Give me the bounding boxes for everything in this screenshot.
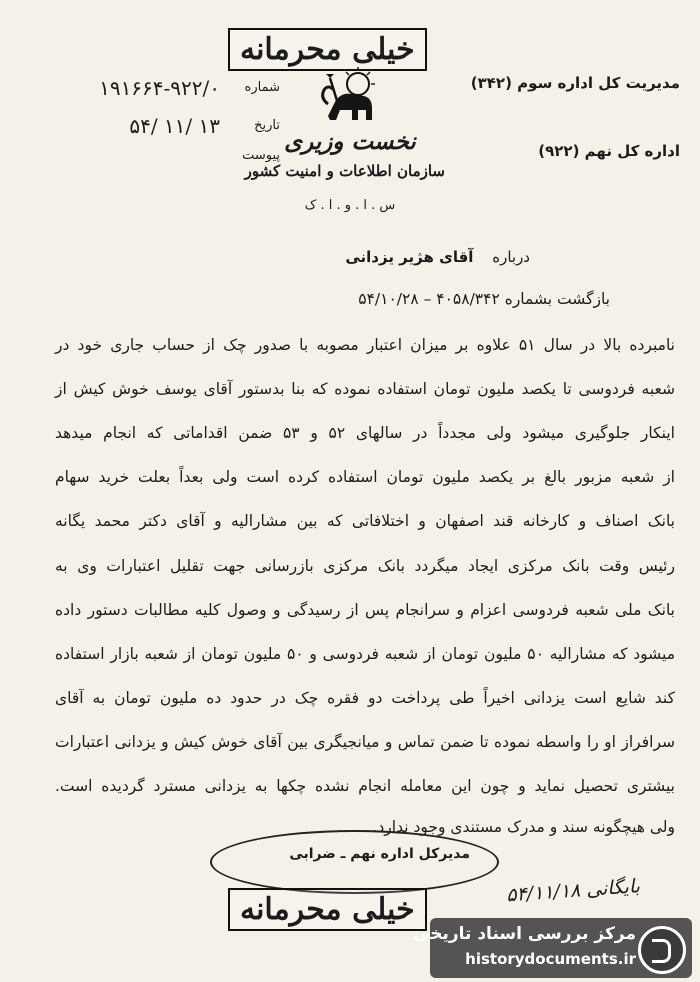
number-row [20, 76, 280, 104]
subject-value: آقای هژیر یزدانی [345, 248, 474, 266]
classification-stamp-top: خیلی محرمانه [228, 28, 427, 71]
body-line: اینکار جلوگیری میشود ولی مجدداً در سالهای ۵۲ و ۵۳ ضمن اقداماتی که انجام میدهد [55, 424, 675, 442]
date-value: ۱۳ /۱۱ /۵۴ [129, 114, 220, 138]
subject-label: درباره [492, 248, 530, 266]
archive-watermark [413, 918, 692, 978]
number-label: شماره [244, 80, 280, 95]
watermark-url: historydocuments.ir [465, 950, 636, 968]
body-line: شعبه فردوسی تا یکصد ملیون تومان استفاده نموده که بنا بدستور آقای یوسف خوش کیش از [55, 380, 675, 398]
signature-title: مدیرکل اداره نهم ـ ضرابی [289, 846, 470, 862]
body-line: از شعبه مزبور بالغ بر یکصد ملیون تومان استفاده کرده است ولی بعداً بعلت خرید سهام [55, 468, 675, 486]
body-line: کند شایع است یزدانی اخیراً طی پرداخت دو فقره چک در حدود ده ملیون تومان به آقای [55, 689, 675, 707]
office-name: نخست وزیری [284, 128, 416, 155]
body-line: میشود که مشارالیه ۵۰ ملیون تومان از شعبه فردوسی و ۵۰ ملیون تومان از شعبه بازار استفاده [55, 645, 675, 663]
attachment-label: پیوست [242, 148, 280, 163]
archive-logo-icon [638, 926, 686, 974]
reference-line: بازگشت بشماره ۴۰۵۸/۳۴۲ – ۵۴/۱۰/۲۸ [358, 290, 610, 308]
body-line: بانک اصناف و کارخانه قند اصفهان و اختلافاتی که بین مشارالیه و آقای دکتر محمد یگانه [55, 512, 675, 530]
signature-oval [210, 830, 499, 894]
watermark-title: مرکز بررسی اسناد تاریخی [413, 924, 636, 944]
date-label: تاریخ [254, 118, 280, 133]
body-line: سرافراز او را واسطه نموده تا ضمن تماس و میانجیگری بین آقای خوش کیش و یزدانی اعتبارات [55, 733, 675, 751]
attachment-row [20, 148, 280, 172]
lion-and-sun-emblem-icon [318, 64, 382, 126]
routing-to: اداره کل نهم (۹۲۲) [538, 142, 680, 160]
agency-abbr: س . ا . و . ا . ک [304, 198, 396, 213]
body-line: نامبرده بالا در سال ۵۱ علاوه بر میزان اعتبار مصوبه با صدور چک از حساب جاری خود در [55, 336, 675, 354]
routing-from: مدیریت کل اداره سوم (۳۴۲) [470, 74, 680, 92]
subject-row [180, 248, 530, 266]
handwritten-note: بایگانی ۵۴/۱۱/۱۸ [505, 875, 641, 907]
body-line: بانک ملی شعبه فردوسی اعزام و سرانجام پس از رسیدگی و وصول کلیه مطالبات دستور داده [55, 601, 675, 619]
number-value: ۱۹۱۶۶۴-۹۲۲/۰ [99, 76, 220, 100]
body-line: بیشتری تحصیل نماید و چون این معامله انجام نشده چکها به یزدانی مسترد گردیده است. [55, 777, 675, 795]
agency-name: سازمان اطلاعات و امنیت کشور [244, 162, 445, 180]
classification-stamp-bottom: خیلی محرمانه [228, 888, 427, 931]
date-row [20, 114, 280, 142]
body-line: ولی هیچگونه سند و مدرک مستندی وجود ندارد. [372, 818, 675, 836]
body-line: رئیس وقت بانک مرکزی ایجاد میگردد بانک مرکزی بازرسانی جهت تقلیل اعتبارات وی به [55, 557, 675, 575]
